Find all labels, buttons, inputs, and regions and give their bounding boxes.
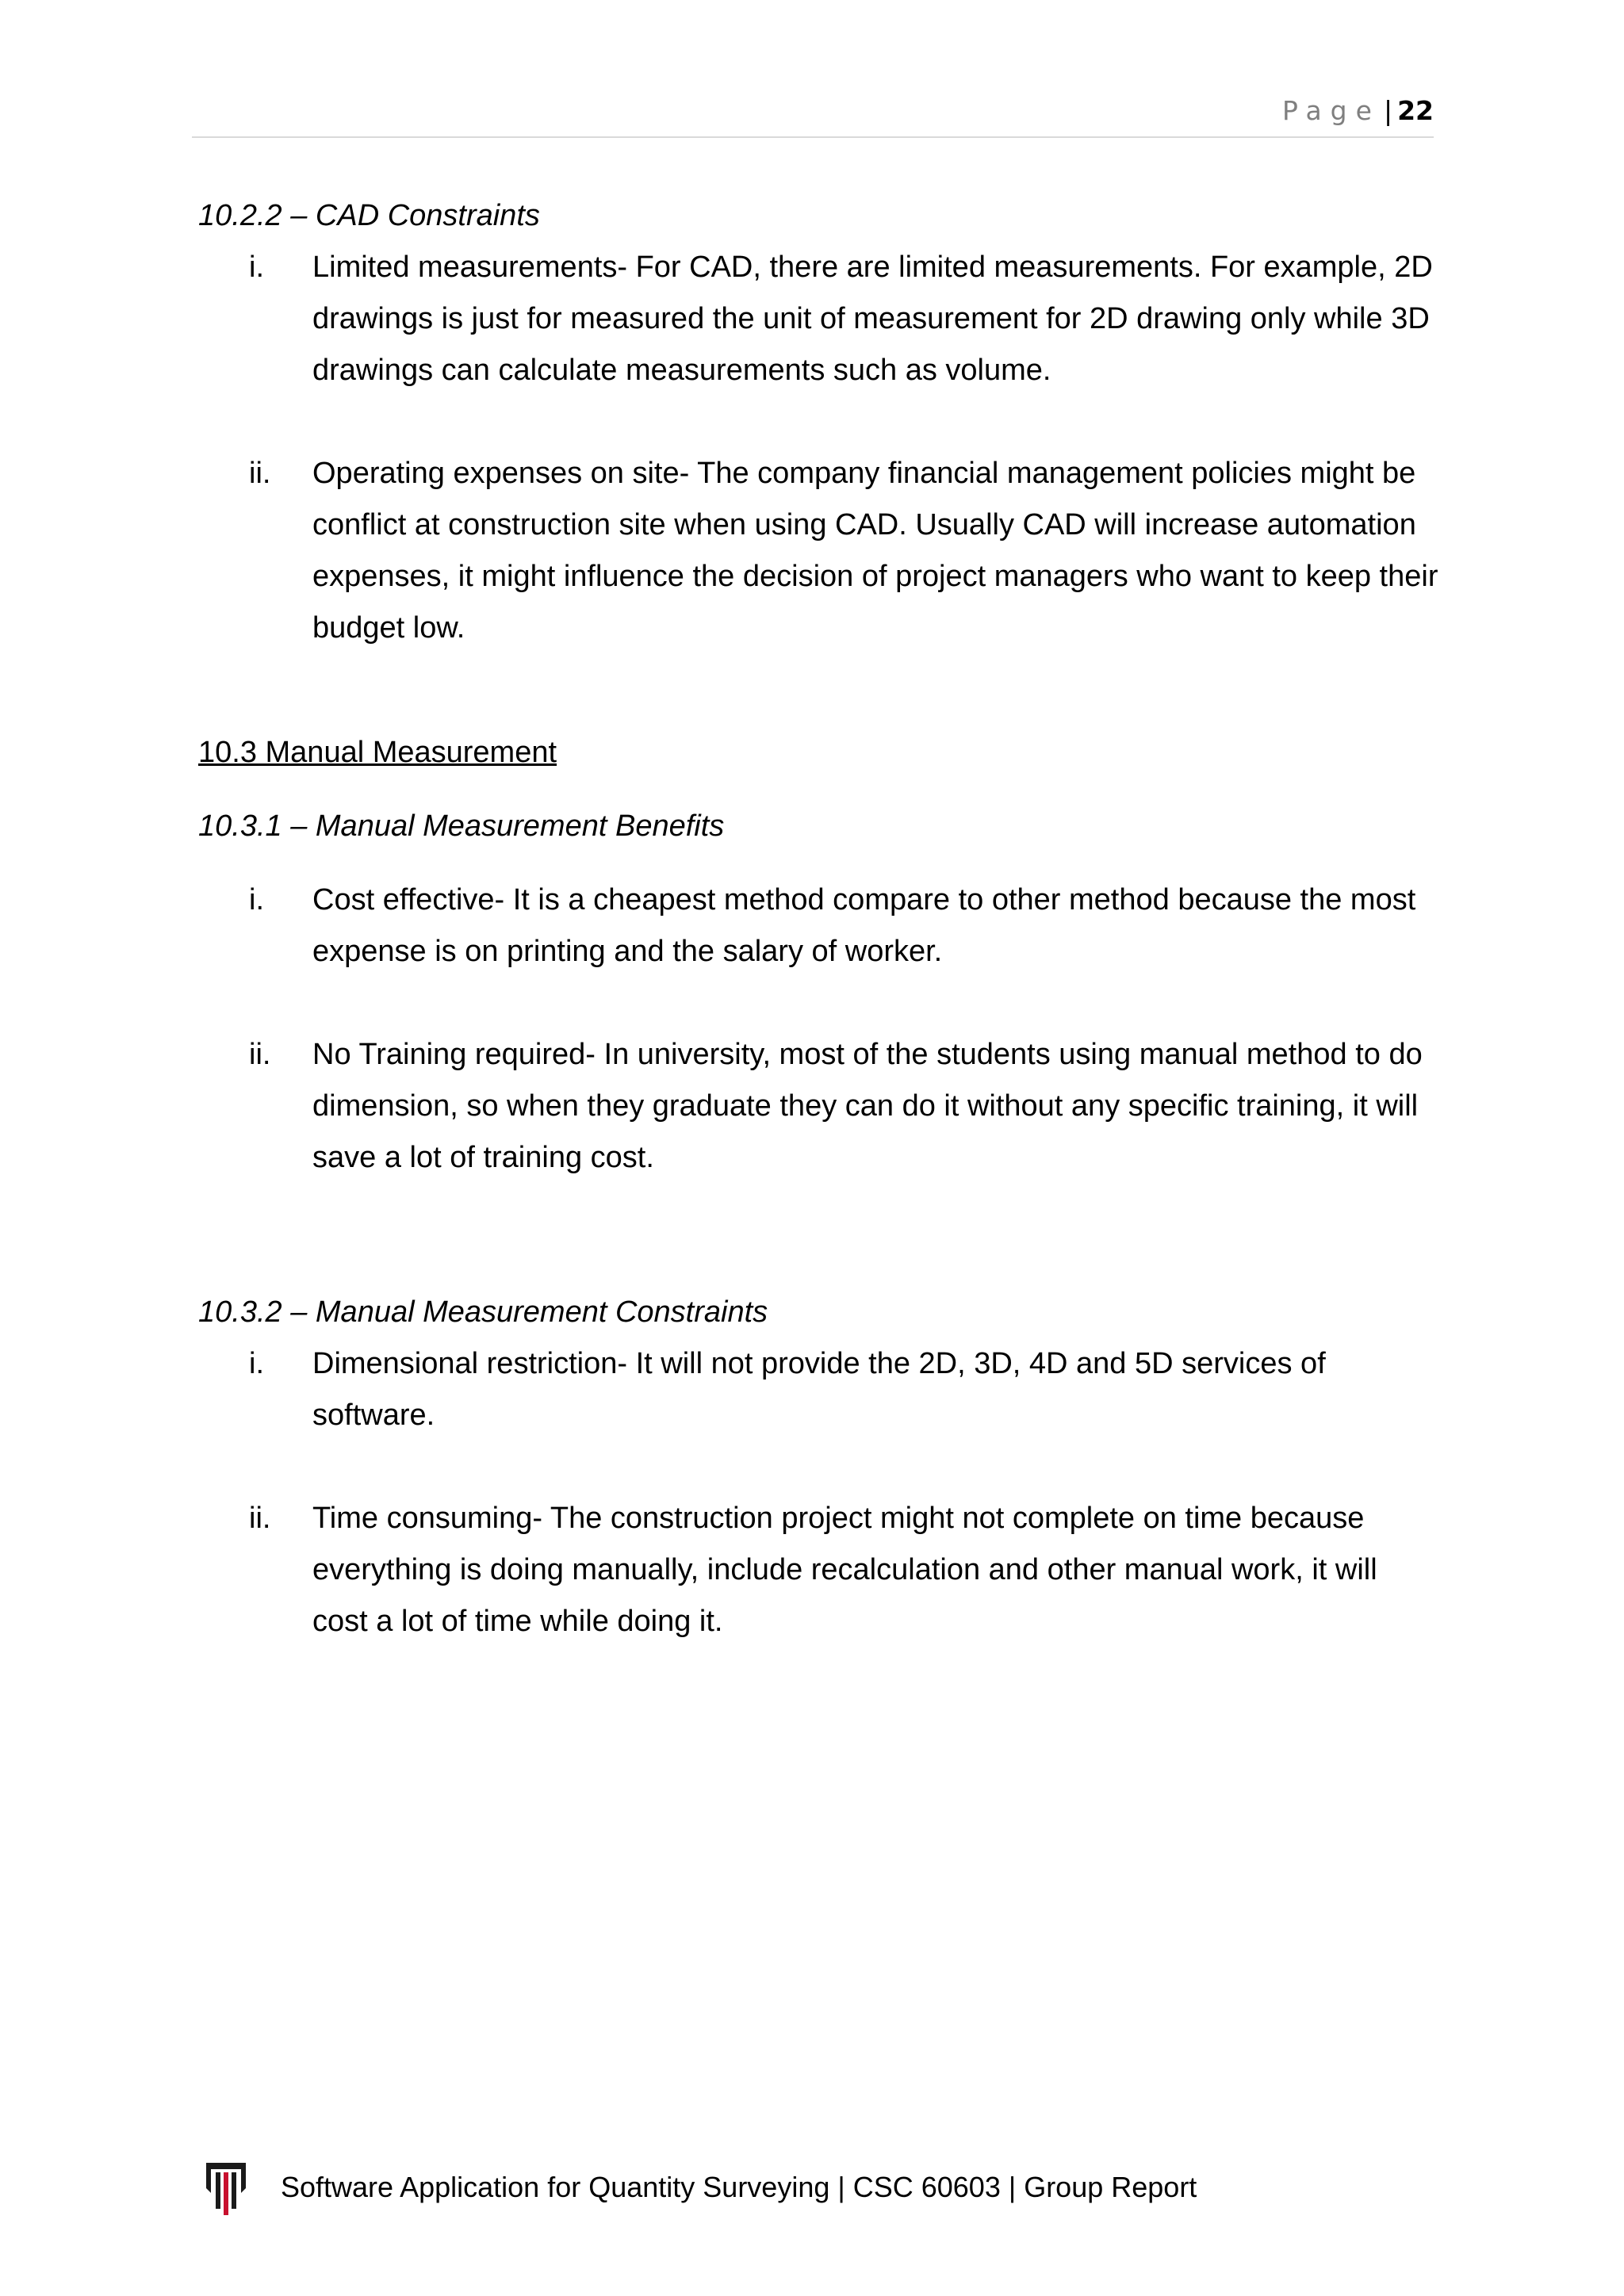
list-number: ii. <box>249 1502 271 1535</box>
page-word: Page <box>1282 95 1381 126</box>
list-text: Operating expenses on site- The company financial management policies might be conflict at construction site when using CAD. Usually CAD will increase automation expenses, it might influence the decision of project managers who want to keep their budget low. <box>312 457 1438 645</box>
university-pillars-logo-icon <box>205 2161 247 2217</box>
page-footer <box>205 2156 1442 2220</box>
list-text: Cost effective- It is a cheapest method compare to other method because the most expense is on printing and the salary of worker. <box>312 883 1416 968</box>
list-text: No Training required- In university, most of the students using manual method to do dimension, so when they graduate they can do it without any specific training, it will save a lot of training cost. <box>312 1038 1423 1174</box>
list-number: i. <box>249 1347 264 1380</box>
list-text: Limited measurements- For CAD, there are limited measurements. For example, 2D drawings is just for measured the unit of measurement for 2D drawing only while 3D drawings can calculate measurements such as volume. <box>312 251 1433 387</box>
footer-text: Software Application for Quantity Surveying | CSC 60603 | Group Report <box>281 2171 1197 2203</box>
manual-benefits-heading: 10.3.1 – Manual Measurement Benefits <box>198 809 725 843</box>
page-number-label <box>1282 95 1434 126</box>
page-content <box>198 190 1438 1647</box>
list-item <box>198 1493 1435 1647</box>
list-item <box>198 1338 1435 1441</box>
page-header <box>192 95 1434 138</box>
list-item <box>198 1029 1435 1184</box>
list-number: i. <box>249 251 264 284</box>
list-text: Time consuming- The construction project might not complete on time because everything is doing manually, include recalculation and other manual work, it will cost a lot of time while doing it. <box>312 1502 1377 1638</box>
list-item <box>198 448 1438 654</box>
list-item <box>198 242 1435 396</box>
manual-constraints-heading: 10.3.2 – Manual Measurement Constraints <box>198 1295 768 1329</box>
list-number: i. <box>249 883 264 916</box>
list-number: ii. <box>249 457 271 490</box>
list-item <box>198 874 1435 978</box>
cad-constraints-heading: 10.2.2 – CAD Constraints <box>198 199 540 232</box>
list-text: Dimensional restriction- It will not provide the 2D, 3D, 4D and 5D services of software. <box>312 1347 1326 1432</box>
manual-measurement-title: 10.3 Manual Measurement <box>198 736 557 769</box>
page-separator: | <box>1383 95 1393 126</box>
list-number: ii. <box>249 1038 271 1071</box>
page-number: 22 <box>1397 95 1434 126</box>
